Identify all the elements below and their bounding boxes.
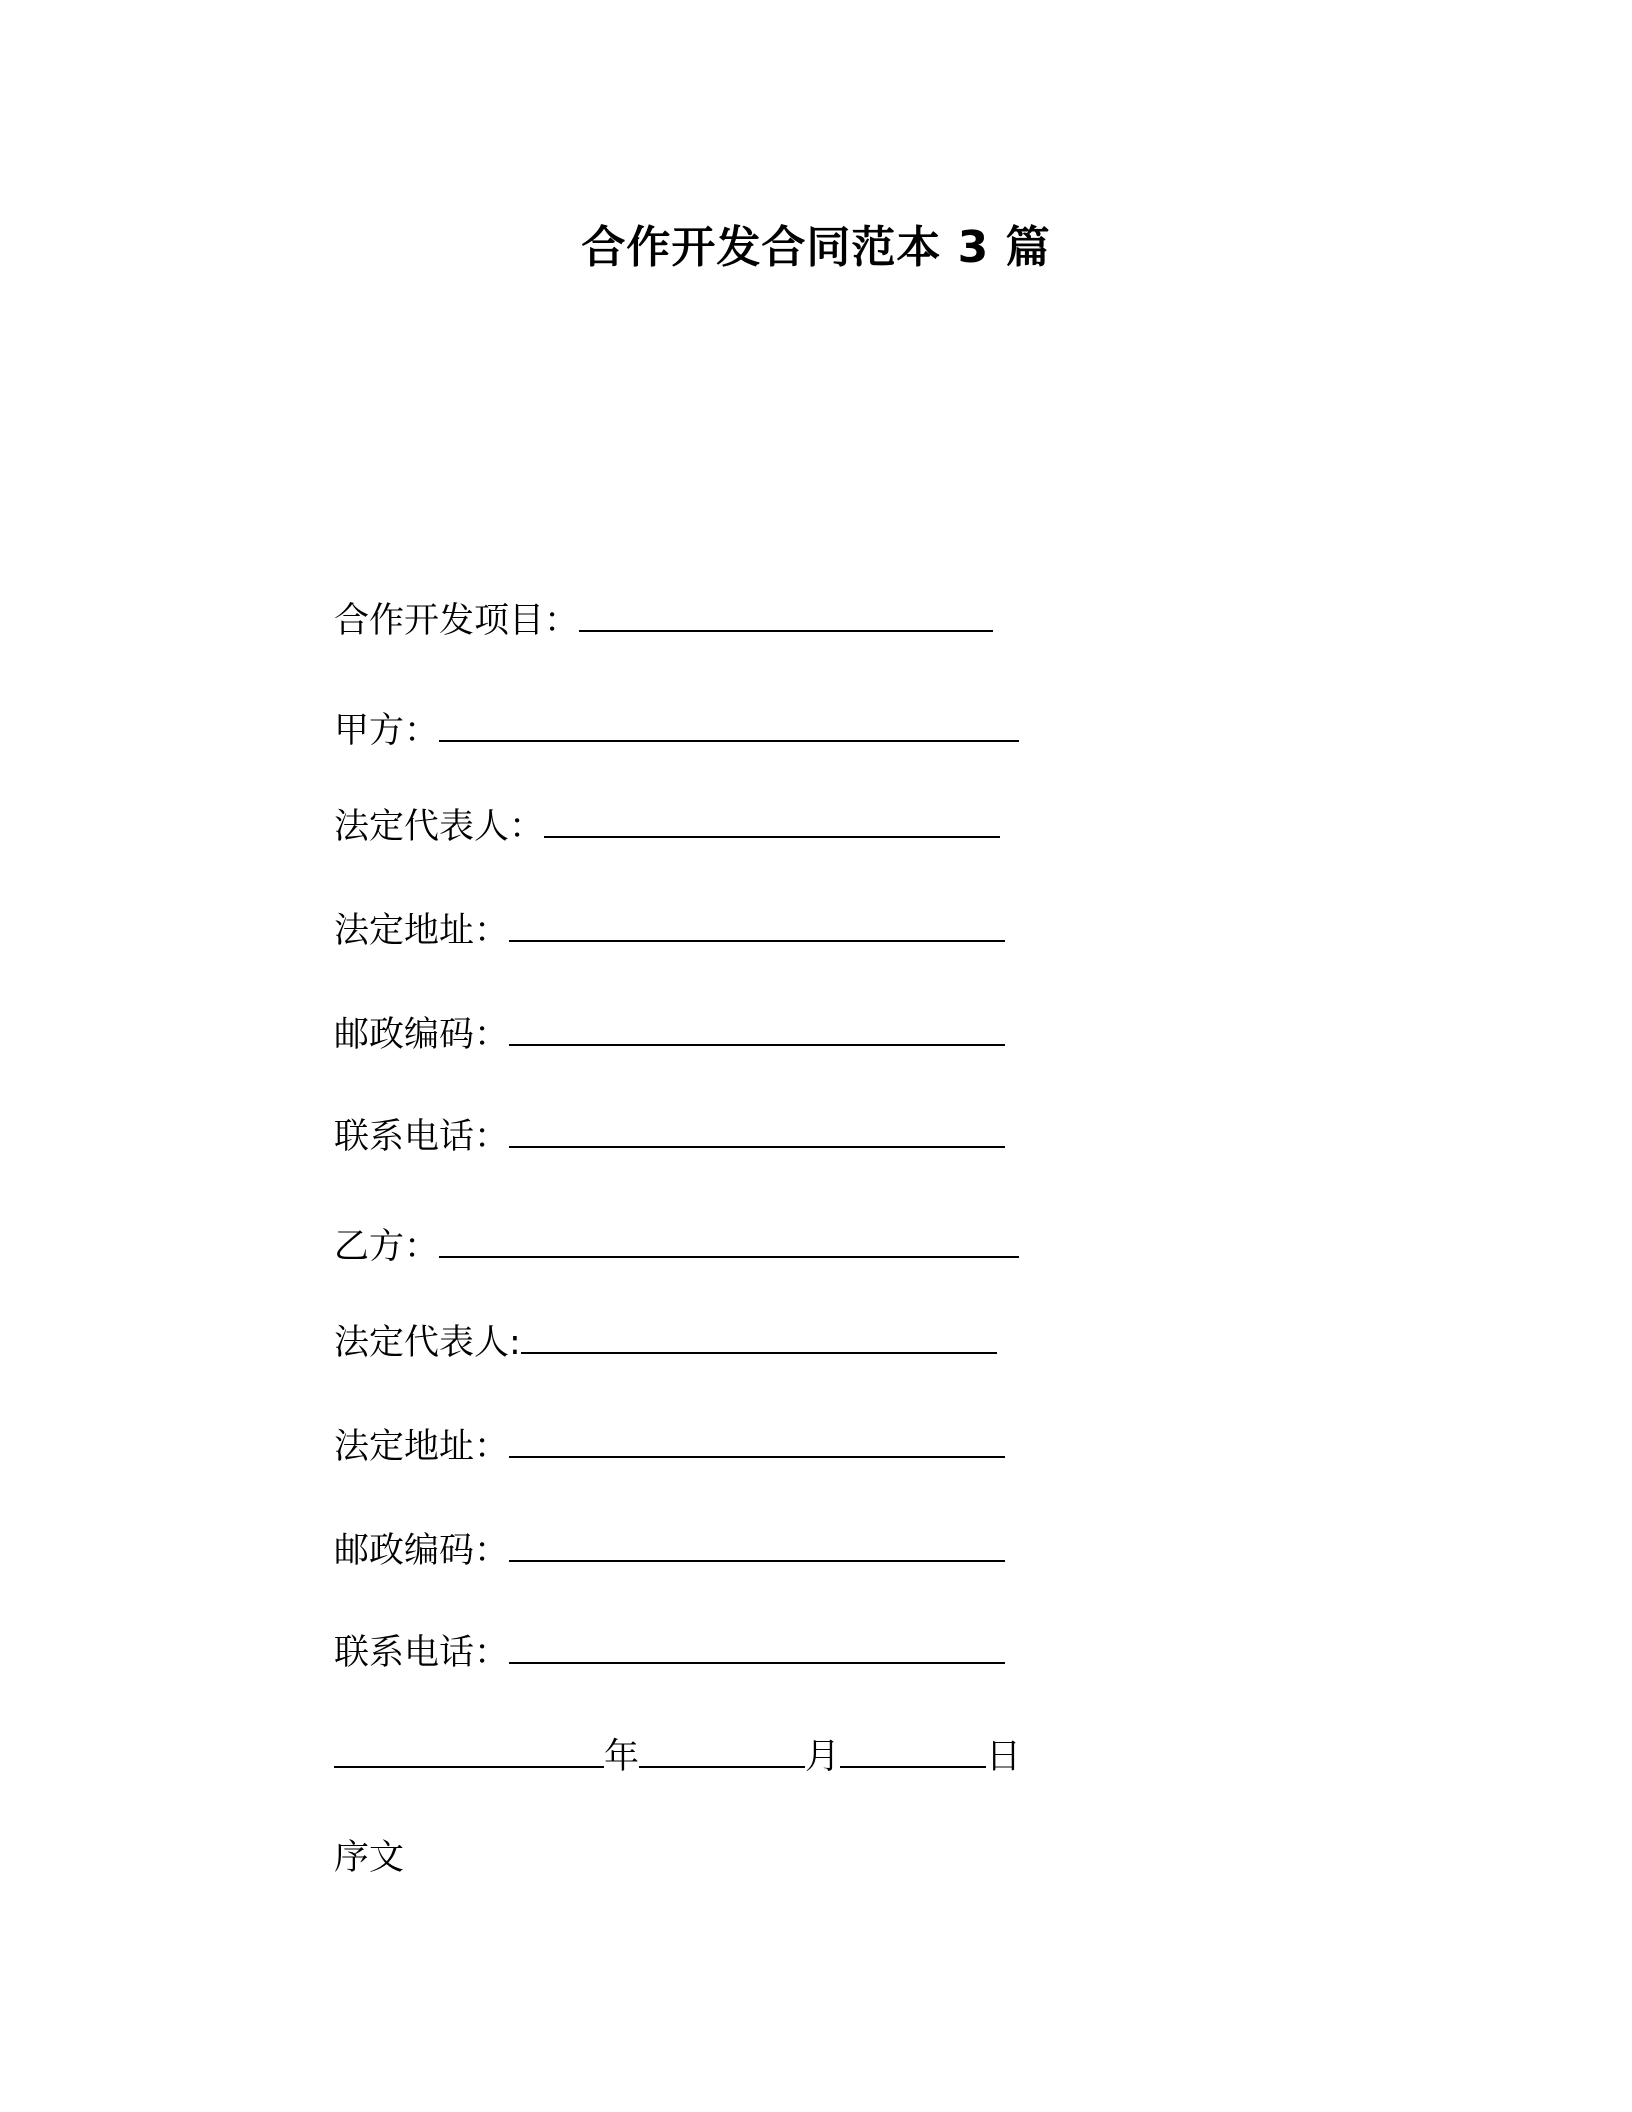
section-heading-preface: 序文 (334, 1838, 405, 1878)
field-party-b (334, 1220, 1019, 1271)
blank-line[interactable] (509, 1008, 1005, 1046)
field-party-a (334, 704, 1019, 755)
blank-line[interactable] (439, 704, 1019, 742)
field-party-a-address (334, 904, 1005, 955)
field-label: 甲方： (334, 711, 440, 751)
field-party-b-phone (334, 1626, 1005, 1677)
field-label: 法定地址： (334, 911, 510, 951)
blank-line[interactable] (439, 1220, 1019, 1258)
blank-line[interactable] (521, 1316, 997, 1354)
field-label: 邮政编码： (334, 1531, 510, 1571)
blank-line[interactable] (579, 594, 993, 632)
year-blank[interactable] (334, 1730, 604, 1768)
field-party-b-address (334, 1420, 1005, 1471)
field-label: 法定代表人: (334, 1323, 521, 1363)
field-label: 合作开发项目： (334, 601, 580, 641)
field-party-b-representative (334, 1316, 997, 1367)
field-label: 联系电话： (334, 1633, 510, 1673)
blank-line[interactable] (509, 1626, 1005, 1664)
blank-line[interactable] (509, 1524, 1005, 1562)
field-party-a-phone (334, 1110, 1005, 1161)
blank-line[interactable] (509, 904, 1005, 942)
field-party-b-postcode (334, 1524, 1005, 1575)
day-label: 日 (986, 1737, 1022, 1777)
date-line (334, 1730, 1021, 1781)
blank-line[interactable] (509, 1420, 1005, 1458)
month-label: 月 (805, 1737, 841, 1777)
field-label: 邮政编码： (334, 1015, 510, 1055)
field-label: 联系电话： (334, 1117, 510, 1157)
blank-line[interactable] (509, 1110, 1005, 1148)
field-label: 法定地址： (334, 1427, 510, 1467)
field-party-a-postcode (334, 1008, 1005, 1059)
blank-line[interactable] (544, 800, 1000, 838)
field-party-a-representative (334, 800, 1000, 851)
field-label: 法定代表人： (334, 807, 545, 847)
day-blank[interactable] (840, 1730, 986, 1768)
document-title: 合作开发合同范本 3 篇 (581, 222, 1051, 273)
year-label: 年 (604, 1737, 640, 1777)
month-blank[interactable] (639, 1730, 805, 1768)
field-label: 乙方： (334, 1227, 440, 1267)
field-project (334, 594, 993, 645)
